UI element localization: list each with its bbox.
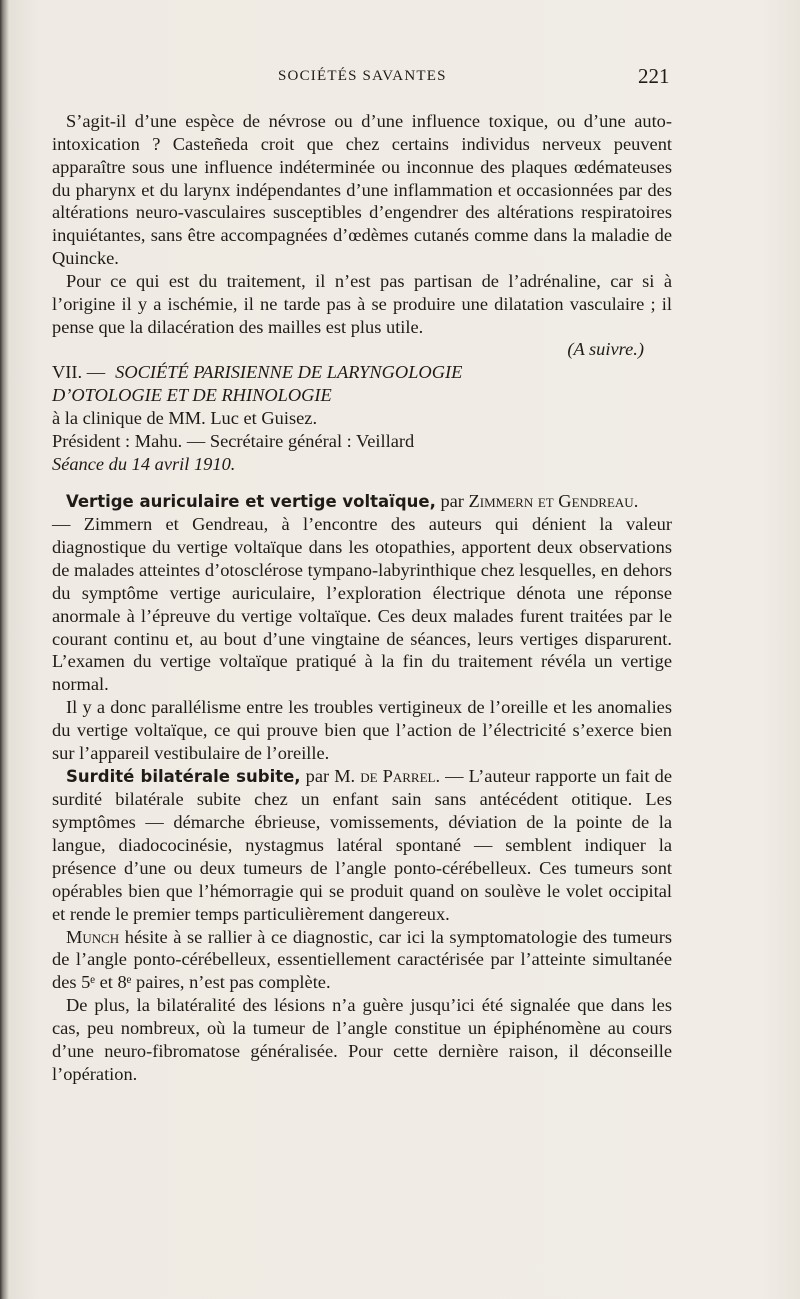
running-header: SOCIÉTÉS SAVANTES: [278, 68, 447, 84]
paragraph: — L’auteur rapporte un fait de surdité bilatérale subite chez un enfant sain sans antécédent otitique. Les symptômes — démarche ébrieuse, vomissements, déviation de la pointe de la langue, diadococinésie, nystagmus latéral spontané — semblent indiquer la présence d’une ou deux tumeurs de l’angle ponto-cérébelleux. Ces tumeurs sont opérables bien que l’hémorragie qui se produit quand on soulève le volet occipital et rende le premier temps particulièrement dangereux.: [52, 765, 673, 924]
paragraph: De plus, la bilatéralité des lésions n’a guère jusqu’ici été signalée que dans les cas, peu nombreux, où la tumeur de l’angle constitue un épiphénomène au cours d’une neuro-fibromatose généralisée. Pour cette dernière raison, il déconseille l’opération.: [52, 995, 672, 1084]
paragraph: S’agit-il d’une espèce de névrose ou d’une influence toxique, ou d’une auto-intoxication ? Casteñeda croit que chez certains individus nerveux peuvent apparaître sous une influence indéterminée ou inconnue des plaques œdémateuses du pharynx et du larynx indépendantes d’une inflammation et occasionnées par des altérations neuro-vasculaires susceptibles d’engendrer des altérations respiratoires inquiétantes, sans être accompagnées d’œdèmes cutanés comme dans la maladie de Quincke.: [52, 111, 672, 269]
article-title: Vertige auriculaire et vertige voltaïque,: [66, 491, 436, 511]
authors-prefix: par M.: [305, 765, 356, 786]
authors: Zimmern et Gendreau.: [468, 490, 639, 511]
paragraph: Il y a donc parallélisme entre les troubles vertigineux de l’oreille et les anomalies du vertige voltaïque, ce qui prouve bien que l’action de l’électricité s’exerce bien sur l’appareil vestibulaire de l’oreille.: [52, 697, 672, 763]
text-column: [52, 110, 672, 1085]
discussant-name: Munch: [66, 926, 120, 947]
authors: de Parrel.: [360, 765, 441, 786]
article-title-line: [52, 765, 672, 926]
paragraph-text: hésite à se rallier à ce diagnostic, car ici la symptomatologie des tumeurs de l’angle ponto-cérébelleux, essentiellement caractérisée par l’atteinte simultanée des 5ᵉ et 8ᵉ paires, n’est pas complète.: [52, 926, 672, 993]
paragraph: — Zimmern et Gendreau, à l’encontre des auteurs qui dénient la valeur diagnostique du vertige voltaïque dans les otopathies, apportent deux observations de malades atteintes d’otosclérose tympano-labyrinthique chez lesquelles, en dehors du symptôme vertige auriculaire, l’exploration électrique dénota une réponse anormale à l’épreuve du vertige voltaïque. Ces deux malades furent traitées par le courant continu et, au bout d’une vingtaine de séances, leurs vertiges disparurent. L’examen du vertige voltaïque pratiqué à la fin du traitement révéla un vertige normal.: [52, 514, 672, 695]
authors-prefix: par: [440, 490, 464, 511]
section-location: à la clinique de MM. Luc et Guisez.: [52, 407, 318, 428]
section-number: VII. —: [52, 362, 106, 383]
paragraph: Pour ce qui est du traitement, il n’est pas partisan de l’adrénaline, car si à l’origine il y a ischémie, il ne tarde pas à se produire une dilatation vasculaire ; il pense que la dilacération des mailles est plus utile.: [52, 270, 672, 337]
paragraph: [52, 926, 672, 995]
section-title: SOCIÉTÉ PARISIENNE DE LARYNGOLOGIE: [115, 362, 463, 383]
page-number: 221: [638, 64, 670, 88]
article-title: Surdité bilatérale subite,: [66, 766, 301, 786]
section-officers: Président : Mahu. — Secrétaire général : Veillard: [52, 430, 415, 451]
session-date: Séance du 14 avril 1910.: [52, 453, 236, 474]
section-title-line2: D’OTOLOGIE ET DE RHINOLOGIE: [52, 385, 332, 406]
section-title-line1: [52, 361, 672, 384]
article-title-line: [52, 490, 672, 514]
continuation-note: (A suivre.): [567, 339, 644, 360]
spacer: [52, 476, 672, 490]
